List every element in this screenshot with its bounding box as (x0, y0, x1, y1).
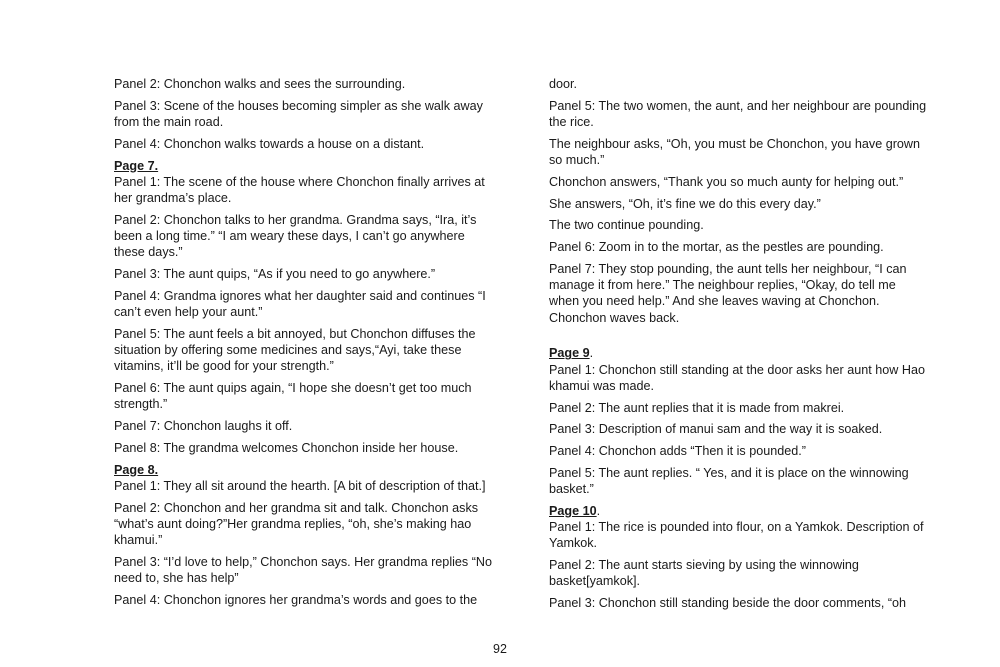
paragraph: Panel 3: The aunt quips, “As if you need to go anywhere.” (114, 267, 436, 281)
section-heading-page-10-wrap (549, 503, 929, 519)
paragraph: She answers, “Oh, it’s fine we do this every day.” (549, 196, 821, 211)
paragraph: Panel 1: They all sit around the hearth. [A bit of description of that.] (114, 478, 486, 493)
paragraph: Panel 3: Chonchon still standing beside the door comments, “oh (549, 596, 907, 611)
right-column (549, 76, 929, 617)
paragraph: Chonchon answers, “Thank you so much aunty for helping out.” (549, 174, 904, 189)
paragraph: door. (549, 77, 578, 91)
paragraph: Panel 1: The scene of the house where Chonchon finally arrives at her grandma’s place. (114, 174, 485, 205)
paragraph: Panel 3: “I’d love to help,” Chonchon says. Her grandma replies “No need to, she has help” (114, 554, 493, 585)
heading-period: . (596, 503, 601, 518)
section-heading-page-9-wrap (549, 345, 929, 361)
paragraph: Panel 6: Zoom in to the mortar, as the pestles are pounding. (549, 240, 884, 255)
paragraph: Panel 7: They stop pounding, the aunt tells her neighbour, “I can manage it from here.” The neighbour replies, “Okay, do tell me when you need help.” And she leaves waving at Chonchon. Chonchon waves back. (549, 261, 907, 325)
paragraph: Panel 3: Description of manui sam and the way it is soaked. (549, 422, 883, 437)
paragraph: The two continue pounding. (549, 218, 704, 233)
paragraph: Panel 5: The aunt replies. “ Yes, and it is place on the winnowing basket.” (549, 465, 909, 497)
section-heading-page-10: Page 10 (549, 503, 597, 518)
paragraph: The neighbour asks, “Oh, you must be Chonchon, you have grown so much.” (549, 136, 921, 167)
paragraph: Panel 2: Chonchon talks to her grandma. Grandma says, “Ira, it’s been a long time.” “I am weary these days, I can’t go anywhere these days.” (114, 212, 477, 260)
paragraph: Panel 1: Chonchon still standing at the door asks her aunt how Hao khamui was made. (549, 362, 925, 393)
paragraph: Panel 3: Scene of the houses becoming simpler as she walk away from the main road. (114, 98, 483, 129)
paragraph: Panel 4: Chonchon ignores her grandma’s words and goes to the (114, 592, 478, 607)
section-heading-page-7: Page 7. (114, 158, 159, 173)
paragraph: Panel 7: Chonchon laughs it off. (114, 419, 293, 433)
section-heading-page-9: Page 9 (549, 346, 590, 361)
paragraph: Panel 2: Chonchon and her grandma sit and talk. Chonchon asks “what’s aunt doing?”Her grandma replies, “oh, she’s making hao khamui.” (114, 500, 479, 547)
heading-period: . (589, 346, 594, 361)
paragraph: Panel 6: The aunt quips again, “I hope she doesn’t get too much strength.” (114, 381, 472, 412)
spacer (549, 331, 929, 345)
paragraph: Panel 4: Chonchon adds “Then it is pounded.” (549, 444, 806, 459)
section-heading-page-8: Page 8. (114, 462, 159, 477)
paragraph: Panel 5: The two women, the aunt, and her neighbour are pounding the rice. (549, 98, 927, 129)
paragraph: Panel 8: The grandma welcomes Chonchon inside her house. (114, 440, 459, 455)
paragraph: Panel 4: Chonchon walks towards a house on a distant. (114, 136, 425, 151)
paragraph: Panel 5: The aunt feels a bit annoyed, but Chonchon diffuses the situation by offering some medicines and says,“Ayi, take these vitamins, it’ll be good for your strength.” (114, 326, 476, 374)
page-number: 92 (493, 642, 507, 656)
paragraph: Panel 2: The aunt replies that it is made from makrei. (549, 400, 845, 415)
paragraph: Panel 4: Grandma ignores what her daughter said and continues “I can’t even help your aunt.” (114, 288, 486, 319)
paragraph: Panel 2: Chonchon walks and sees the surrounding. (114, 77, 406, 91)
left-column (114, 76, 494, 614)
paragraph: Panel 1: The rice is pounded into flour, on a Yamkok. Description of Yamkok. (549, 520, 924, 551)
paragraph: Panel 2: The aunt starts sieving by using the winnowing basket[yamkok]. (549, 558, 859, 589)
